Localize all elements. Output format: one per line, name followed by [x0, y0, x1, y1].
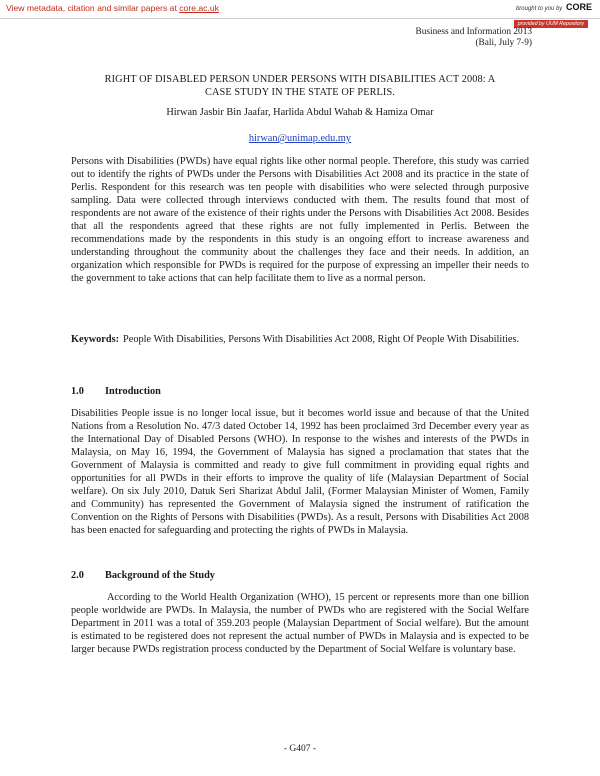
keywords-list: People With Disabilities, Persons With Disabilities Act 2008, Right Of People With Disabilities.: [123, 334, 520, 345]
keywords-label: Keywords:: [71, 334, 120, 345]
paper-title: RIGHT OF DISABLED PERSON UNDER PERSONS WITH DISABILITIES ACT 2008: A CASE STUDY IN THE STATE OF PERLIS.: [104, 74, 496, 98]
author-email-link[interactable]: hirwan@unimap.edu.my: [248, 133, 352, 144]
abstract: Persons with Disabilities (PWDs) have equal rights like other normal people. Therefore, this study was carried out to identify the rights of PWDs under the Persons with Disabilities Act 2008 and its practice in the state of Perlis. Respondent for this research was ten people with disabilities who were selected through purposive sampling. Data were collected through interviews conducted with them. The results found that most of respondents are not aware of the existence of their rights under the Persons with Disabilities Act 2008. Besides that all the respondents agreed that these rights are not fully implemented in Perlis. Between the recommendations made by the respondents in this study is an ongoing effort to increase awareness and understanding throughout the community about the challenges they face and their needs. In addition, an organization which responsible for PWDs is required for the purpose of expressing an impeller their needs to the government to take actions that can help facilitate them to live as a normal person.: [71, 156, 529, 285]
author-email: [60, 133, 540, 144]
paper-authors: Hirwan Jasbir Bin Jaafar, Harlida Abdul Wahab & Hamiza Omar: [166, 107, 434, 118]
introduction-text: Disabilities People issue is no longer local issue, but it becomes world issue and because of that the United Nations from a Resolution No. 47/3 dated October 14, 1992 has been proclaimed 3rd December every year as the International Day of Disabled Persons (WHO). In response to the wishes and interests of the PWDs in Malaysia, on May 16, 1994, the Government of Malaysia has signed a proclamation that states that the Government of Malaysia is committed and ready to give full commitment in providing equal rights and opportunities for all PWDs in their efforts to improve the quality of life (Malaysian Department of Social welfare). On six July 2010, Datuk Seri Sharizat Abdul Jalil, (Former Malaysian Minister of Women, Family and Community) has represented the Government of Malaysia signed the instrument of ratification the Convention on the Rights of Persons with Disabilities (PWDs). As a result, Persons with Disabilities Act 2008 has been enacted for safeguarding and protecting the rights of PWDs in Malaysia.: [71, 408, 529, 537]
background-text: According to the World Health Organization (WHO), 15 percent or represents more than one billion people worldwide are PWDs. In Malaysia, the number of PWDs who are registered with the Social Welfare Department in 2011 was a total of 359.203 people (Malaysian Department of Social welfare). But the amount is estimated to be registered does not represent the actual number of PWDs in Malaysia and is expected to be larger because PWDs registration process conducted by the Department of Social Welfare is voluntary base.: [71, 592, 529, 656]
core-ac-uk-link[interactable]: core.ac.uk: [179, 3, 219, 13]
core-logo[interactable]: CORE: [565, 2, 592, 12]
conference-name: Business and Information 2013: [415, 27, 532, 37]
keywords: [71, 333, 529, 346]
core-metadata-link[interactable]: View metadata, citation and similar papers at core.ac.uk: [6, 3, 219, 13]
repository-badge[interactable]: provided by UUM Repository: [514, 20, 588, 28]
section-heading-background: 2.0 Background of the Study: [71, 570, 215, 581]
section-heading-introduction: 1.0 Introduction: [71, 386, 161, 397]
page-number: - G407 -: [283, 744, 317, 754]
core-banner: [0, 0, 600, 19]
conference-location-date: (Bali, July 7-9): [475, 38, 532, 49]
conference-header: [416, 27, 532, 49]
core-attribution[interactable]: brought to you by CORE: [515, 2, 592, 12]
